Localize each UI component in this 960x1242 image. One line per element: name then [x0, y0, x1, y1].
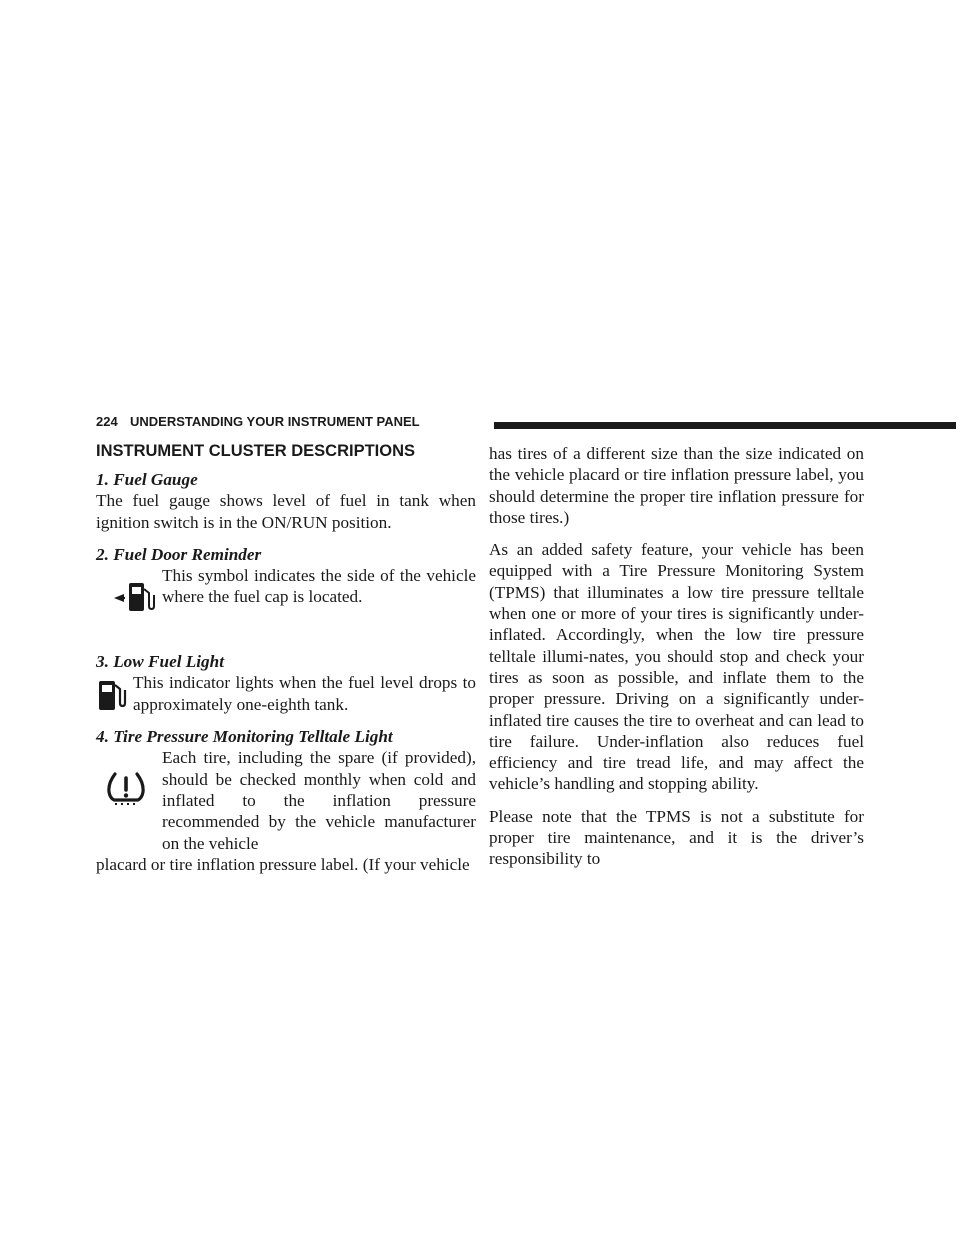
- right-column: [489, 443, 864, 870]
- fuel-door-reminder-icon: [112, 579, 156, 615]
- right-paragraph-3: Please note that the TPMS is not a substitute for proper tire maintenance, and it is the driver’s responsibility to: [489, 806, 864, 869]
- fuel-pump-icon: [96, 676, 128, 712]
- left-column: [96, 441, 476, 875]
- page-header: [96, 415, 864, 429]
- fuel-door-reminder-title: 2. Fuel Door Reminder: [96, 544, 262, 564]
- low-fuel-light-text: This indicator lights when the fuel level drops to approximately one-eighth tank.: [133, 673, 476, 714]
- tpms-telltale-text-continued: placard or tire inflation pressure label. (If your vehicle: [96, 854, 470, 874]
- fuel-gauge-text: The fuel gauge shows level of fuel in tank when ignition switch is in the ON/RUN position.: [96, 491, 476, 532]
- tpms-telltale-text: Each tire, including the spare (if provided), should be checked monthly when cold and inflated to the inflation pressure recommended by the vehicle manufacturer on the vehicle: [162, 748, 476, 853]
- fuel-door-reminder-text: This symbol indicates the side of the vehicle where the fuel cap is located.: [162, 566, 476, 607]
- section-title: UNDERSTANDING YOUR INSTRUMENT PANEL: [130, 414, 420, 429]
- low-fuel-light-block: [96, 672, 476, 715]
- right-paragraph-2: As an added safety feature, your vehicle has been equipped with a Tire Pressure Monitoring System (TPMS) that illuminates a low tire pressure telltale when one or more of your tires is significantly under-inflated. Accordingly, when the low tire pressure telltale illumi-nates, you should stop and check your tires as soon as possible, and inflate them to the proper pressure. Driving on a significantly under-inflated tire causes the tire to overheat and can lead to tire failure. Under-inflation also reduces fuel efficiency and tire tread life, and may affect the vehicle’s handling and stopping ability.: [489, 540, 864, 794]
- page-number: 224: [96, 414, 118, 429]
- header-rule: [494, 422, 956, 429]
- section-heading: INSTRUMENT CLUSTER DESCRIPTIONS: [96, 442, 416, 460]
- tire-pressure-warning-icon: [106, 771, 146, 807]
- fuel-door-reminder-block: [96, 565, 476, 651]
- right-paragraph-1: has tires of a different size than the size indicated on the vehicle placard or tire inflation pressure label, you should determine the proper tire inflation pressure for those tires.): [489, 444, 864, 527]
- low-fuel-light-title: 3. Low Fuel Light: [96, 652, 224, 672]
- tpms-telltale-title: 4. Tire Pressure Monitoring Telltale Light: [96, 727, 393, 747]
- fuel-gauge-title: 1. Fuel Gauge: [96, 470, 198, 489]
- tpms-telltale-block: [96, 747, 476, 853]
